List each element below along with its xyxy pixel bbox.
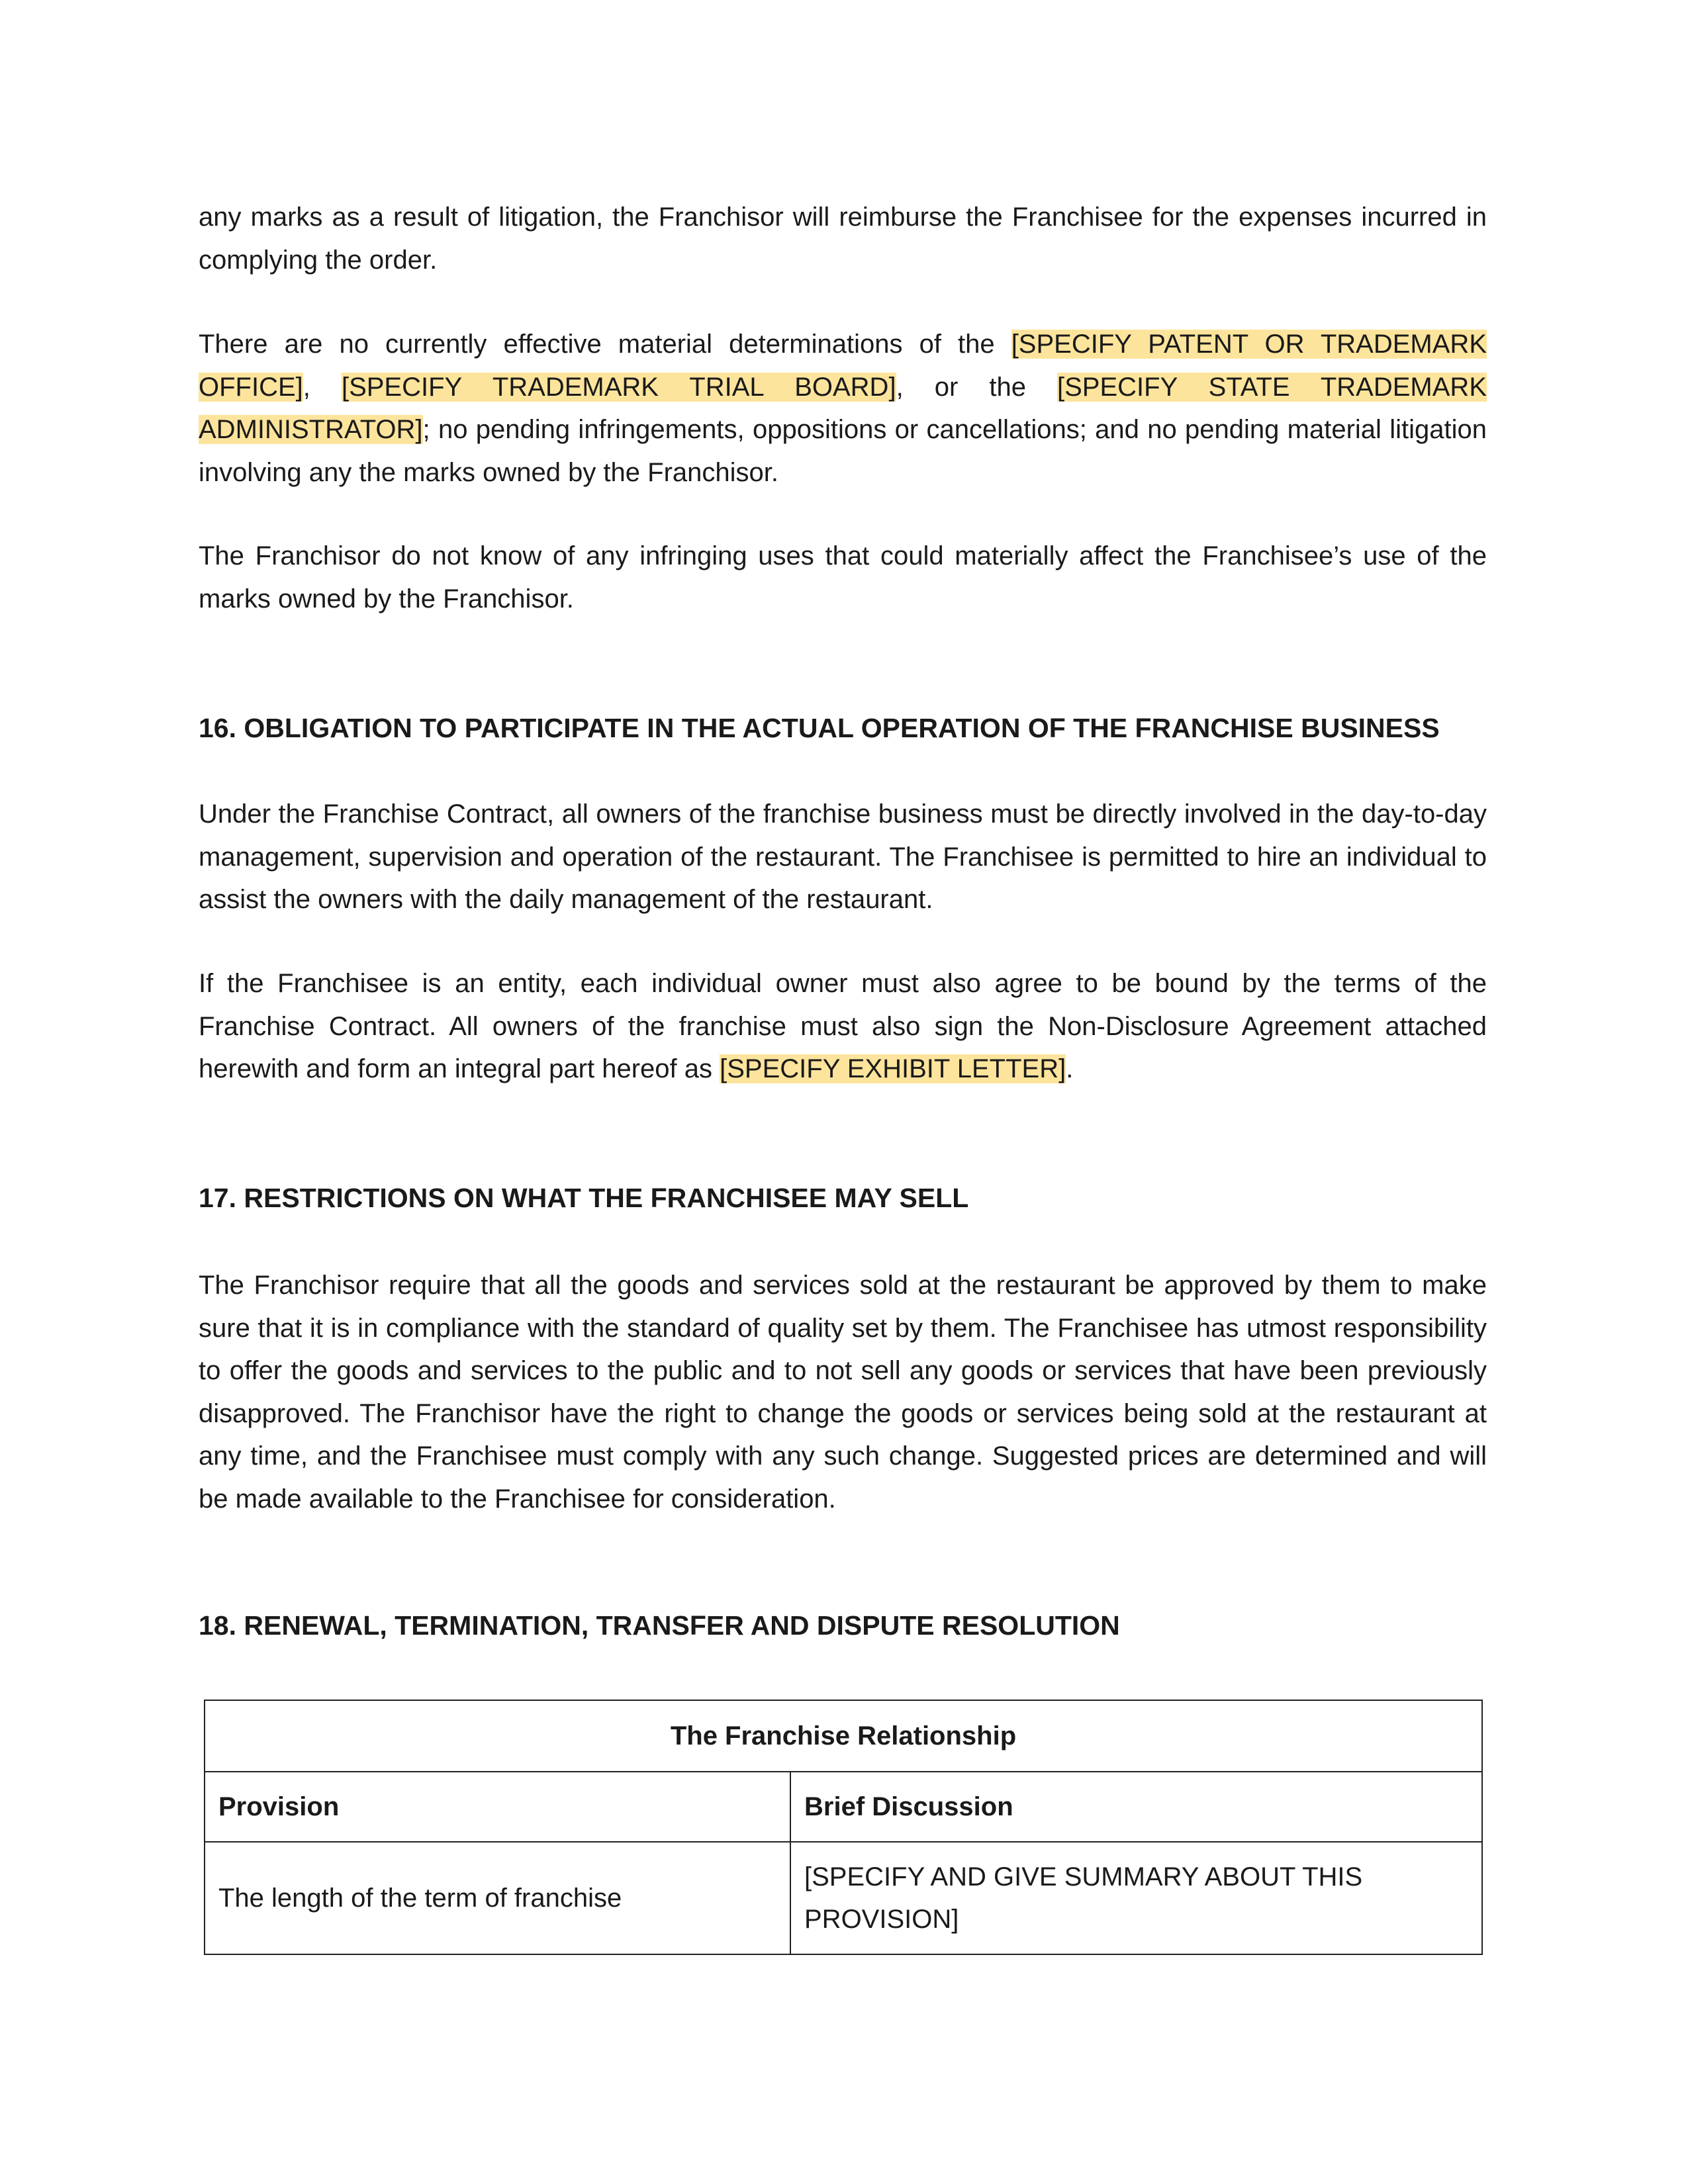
placeholder-trial-board: [SPECIFY TRADEMARK TRIAL BOARD] bbox=[341, 372, 896, 402]
column-header-brief-discussion: Brief Discussion bbox=[790, 1772, 1482, 1842]
column-header-provision: Provision bbox=[205, 1772, 790, 1842]
placeholder-exhibit-letter: [SPECIFY EXHIBIT LETTER] bbox=[720, 1054, 1066, 1083]
paragraph-material-determinations bbox=[199, 323, 1487, 494]
text-segment: If the Franchisee is an entity, each individual owner must also agree to be bound by the terms of the Franchise Contract. All owners of the franchise must also sign the Non-Disclosure Agreement attached herewith and form an integral part hereof as bbox=[199, 969, 1487, 1083]
placeholder-state-administrator: [SPECIFY STATE TRADEMARK ADMINISTRATOR] bbox=[199, 372, 1487, 444]
cell-provision: The length of the term of franchise bbox=[205, 1842, 790, 1954]
section-16-paragraph-2 bbox=[199, 962, 1487, 1091]
cell-discussion: [SPECIFY AND GIVE SUMMARY ABOUT THIS PROVISION] bbox=[790, 1842, 1482, 1954]
section-18-heading: 18. RENEWAL, TERMINATION, TRANSFER AND DISPUTE RESOLUTION bbox=[199, 1610, 1120, 1641]
text-segment: ; no pending infringements, oppositions or cancellations; and no pending material litigation involving any the marks owned by the Franchisor. bbox=[199, 415, 1487, 487]
table-caption-row bbox=[205, 1700, 1482, 1772]
paragraph-litigation-expenses: any marks as a result of litigation, the Franchisor will reimburse the Franchisee for the expenses incurred in complying the order. bbox=[199, 203, 1487, 275]
text-segment: , or the bbox=[896, 372, 1057, 402]
section-16-heading: 16. OBLIGATION TO PARTICIPATE IN THE ACTUAL OPERATION OF THE FRANCHISE BUSINESS bbox=[199, 713, 1440, 743]
table-header-row bbox=[205, 1772, 1482, 1842]
table-caption: The Franchise Relationship bbox=[205, 1700, 1482, 1772]
table-row bbox=[205, 1842, 1482, 1954]
section-16-paragraph-1: Under the Franchise Contract, all owners of the franchise business must be directly involved in the day-to-day management, supervision and operation of the restaurant. The Franchisee is permitted to hire an individual to assist the owners with the daily management of the restaurant. bbox=[199, 799, 1487, 914]
text-segment: There are no currently effective material determinations of the bbox=[199, 330, 1011, 359]
paragraph-infringing-uses: The Franchisor do not know of any infringing uses that could materially affect the Franchisee’s use of the marks owned by the Franchisor. bbox=[199, 541, 1487, 614]
section-17-heading: 17. RESTRICTIONS ON WHAT THE FRANCHISEE MAY SELL bbox=[199, 1183, 969, 1213]
section-17-paragraph: The Franchisor require that all the goods and services sold at the restaurant be approved by them to make sure that it is in compliance with the standard of quality set by them. The Franchisee has utmost responsibility to offer the goods and services to the public and to not sell any goods or services that have been previously disapproved. The Franchisor have the right to change the goods or services being sold at the restaurant at any time, and the Franchisee must comply with any such change. Suggested prices are determined and will be made available to the Franchisee for consideration. bbox=[199, 1271, 1487, 1514]
text-segment: , bbox=[303, 372, 342, 402]
placeholder-patent-office: [SPECIFY PATENT OR TRADEMARK OFFICE] bbox=[199, 330, 1487, 402]
text-segment: . bbox=[1066, 1054, 1074, 1083]
franchise-relationship-table bbox=[204, 1700, 1483, 1955]
